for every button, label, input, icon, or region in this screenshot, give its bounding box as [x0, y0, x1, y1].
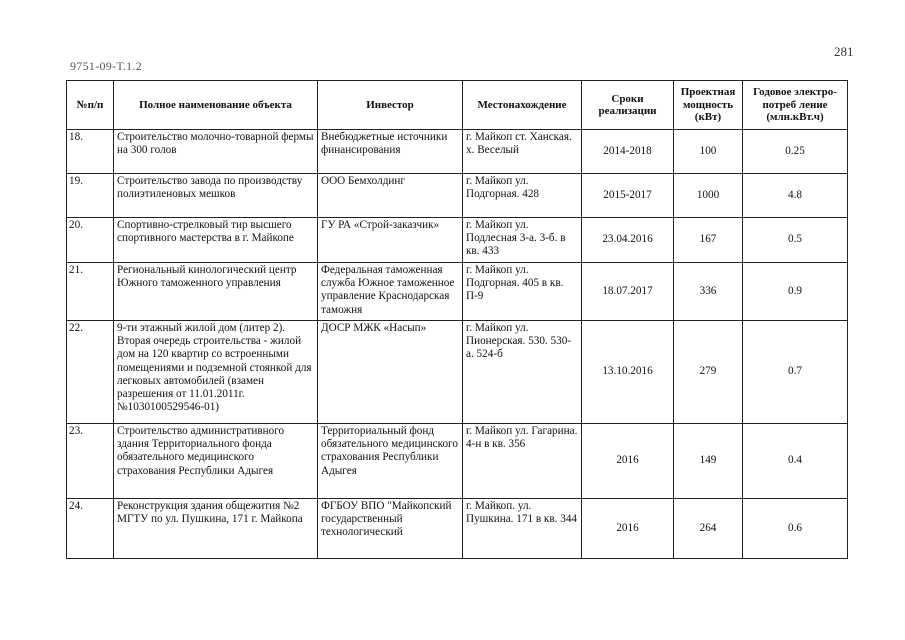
header-terms: Сроки реализации — [582, 81, 674, 130]
cell-num: 22. — [67, 321, 114, 424]
cell-location: г. Майкоп ул. Пионерская. 530. 530-а. 524-б — [463, 321, 582, 424]
cell-name: 9-ти этажный жилой дом (литер 2). Вторая очередь строительства - жилой дом на 120 квартир со встроенными помещениями и подземной стоянкой для легковых автомобилей (взамен разрешения от 11.01.2011г. №1030100529546-01) — [114, 321, 318, 424]
table-row — [67, 218, 848, 263]
cell-investor: ФГБОУ ВПО "Майкопский государственный технологический — [318, 499, 463, 559]
cell-investor: Федеральная таможенная служба Южное таможенное управление Краснодарская таможня — [318, 263, 463, 321]
cell-power: 336 — [674, 263, 743, 321]
table-row — [67, 499, 848, 559]
cell-investor: Территориальный фонд обязательного медицинского страхования Республики Адыгея — [318, 424, 463, 499]
header-power: Проектная мощность (кВт) — [674, 81, 743, 130]
document-code: 9751-09-Т.1.2 — [70, 59, 143, 73]
table-header-row — [67, 81, 848, 130]
objects-table — [66, 80, 848, 559]
cell-terms: 2014-2018 — [582, 130, 674, 174]
cell-investor: ДОСР МЖК «Насып» — [318, 321, 463, 424]
cell-power: 149 — [674, 424, 743, 499]
cell-name: Спортивно-стрелковый тир высшего спортивного мастерства в г. Майкопе — [114, 218, 318, 263]
table-row — [67, 130, 848, 174]
cell-power: 264 — [674, 499, 743, 559]
cell-location: г. Майкоп ул. Подгорная. 428 — [463, 174, 582, 218]
cell-consumption: 0.25 — [743, 130, 848, 174]
page-number: 281 — [834, 44, 854, 59]
cell-consumption: 0.9 — [743, 263, 848, 321]
cell-num: 23. — [67, 424, 114, 499]
cell-num: 21. — [67, 263, 114, 321]
cell-location: г. Майкоп ул. Подлесная 3-а. 3-б. в кв. 433 — [463, 218, 582, 263]
cell-investor: ООО Бемхолдинг — [318, 174, 463, 218]
cell-num: 24. — [67, 499, 114, 559]
cell-location: г. Майкоп. ул. Пушкина. 171 в кв. 344 — [463, 499, 582, 559]
header-num: №п/п — [67, 81, 114, 130]
table-row — [67, 321, 848, 424]
header-name: Полное наименование объекта — [114, 81, 318, 130]
table-row — [67, 174, 848, 218]
cell-name: Строительство завода по производству полиэтиленовых мешков — [114, 174, 318, 218]
cell-name: Строительство молочно-товарной фермы на 300 голов — [114, 130, 318, 174]
cell-power: 167 — [674, 218, 743, 263]
cell-name: Региональный кинологический центр Южного таможенного управления — [114, 263, 318, 321]
cell-investor: ГУ РА «Строй-заказчик» — [318, 218, 463, 263]
cell-consumption: 4.8 — [743, 174, 848, 218]
cell-consumption: 0.4 — [743, 424, 848, 499]
cell-power: 1000 — [674, 174, 743, 218]
cell-num: 18. — [67, 130, 114, 174]
cell-consumption: 0.5 — [743, 218, 848, 263]
cell-terms: 2016 — [582, 424, 674, 499]
cell-terms: 2015-2017 — [582, 174, 674, 218]
cell-consumption: 0.6 — [743, 499, 848, 559]
cell-num: 20. — [67, 218, 114, 263]
cell-consumption: 0.7 — [743, 321, 848, 424]
cell-location: г. Майкоп ул. Подгорная. 405 в кв. П-9 — [463, 263, 582, 321]
cell-power: 279 — [674, 321, 743, 424]
header-consumption: Годовое электро-потреб ление (млн.кВт.ч) — [743, 81, 848, 130]
table-row — [67, 424, 848, 499]
table-row — [67, 263, 848, 321]
cell-terms: 13.10.2016 — [582, 321, 674, 424]
cell-terms: 2016 — [582, 499, 674, 559]
header-investor: Инвестор — [318, 81, 463, 130]
cell-terms: 18.07.2017 — [582, 263, 674, 321]
header-location: Местонахождение — [463, 81, 582, 130]
cell-terms: 23.04.2016 — [582, 218, 674, 263]
cell-power: 100 — [674, 130, 743, 174]
cell-name: Строительство административного здания Территориального фонда обязательного медицинского страхования Республики Адыгея — [114, 424, 318, 499]
cell-location: г. Майкоп ст. Ханская. х. Веселый — [463, 130, 582, 174]
cell-investor: Внебюджетные источники финансирования — [318, 130, 463, 174]
cell-num: 19. — [67, 174, 114, 218]
cell-name: Реконструкция здания общежития №2 МГТУ по ул. Пушкина, 171 г. Майкопа — [114, 499, 318, 559]
cell-location: г. Майкоп ул. Гагарина. 4-н в кв. 356 — [463, 424, 582, 499]
